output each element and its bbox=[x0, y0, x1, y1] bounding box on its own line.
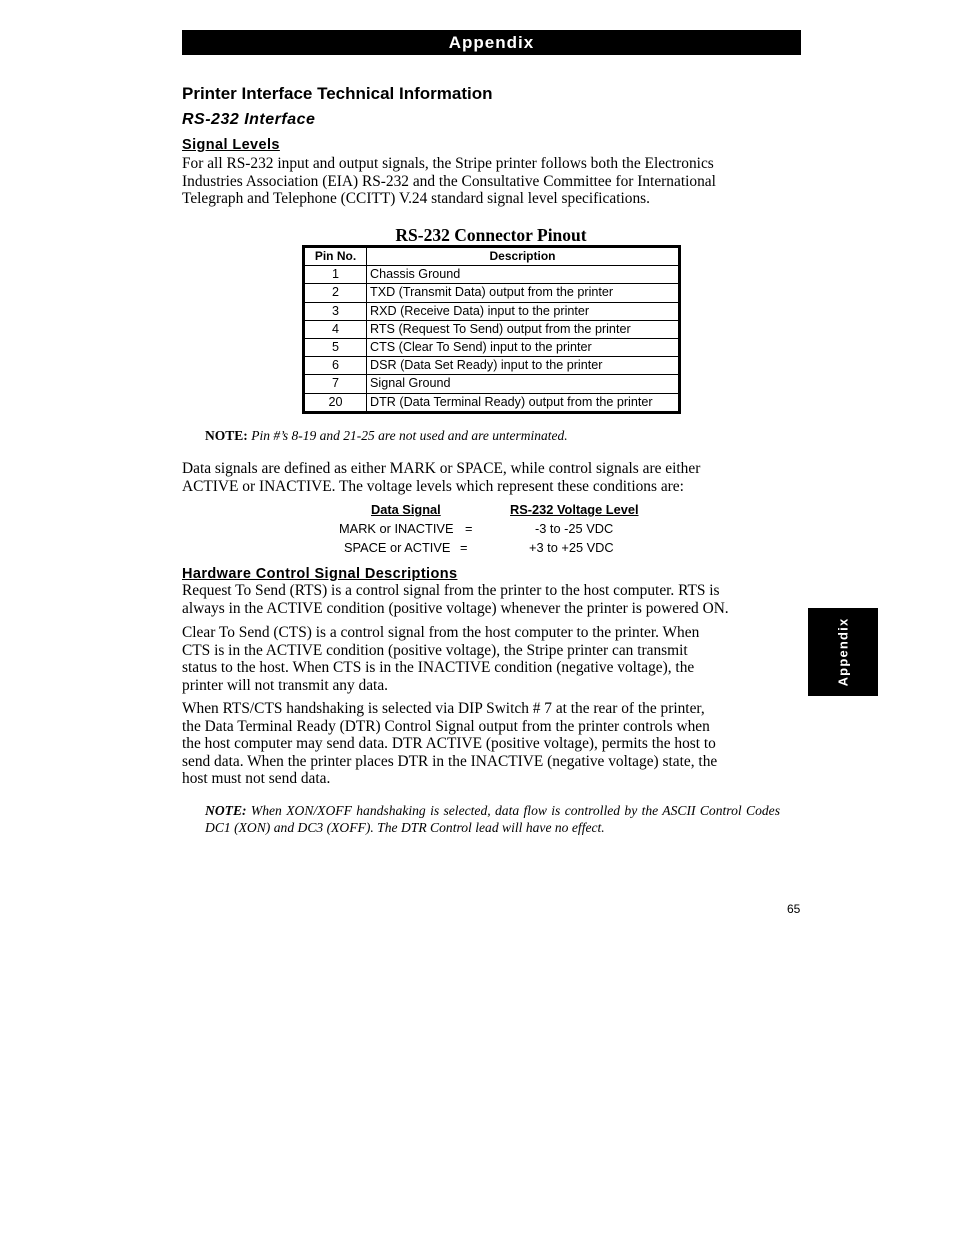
table-row bbox=[304, 284, 680, 302]
description-cell: RTS (Request To Send) output from the printer bbox=[367, 320, 680, 338]
paragraph-line: printer will not transmit any data. bbox=[182, 676, 389, 694]
description-cell: RXD (Receive Data) input to the printer bbox=[367, 302, 680, 320]
pin-cell: 2 bbox=[304, 284, 367, 302]
signal-levels-heading: Signal Levels bbox=[182, 137, 280, 153]
rts-paragraph bbox=[182, 582, 798, 617]
pin-cell: 6 bbox=[304, 357, 367, 375]
pin-note bbox=[205, 428, 568, 445]
table-header-row bbox=[304, 247, 680, 266]
page-number: 65 bbox=[787, 902, 801, 916]
signal-cell: SPACE or ACTIVE bbox=[344, 540, 451, 555]
pinout-table-title: RS-232 Connector Pinout bbox=[395, 225, 587, 245]
equals-cell: = bbox=[465, 521, 473, 536]
description-cell: DTR (Data Terminal Ready) output from the printer bbox=[367, 393, 680, 412]
paragraph-line: When RTS/CTS handshaking is selected via DIP Switch # 7 at the rear of the printer, bbox=[182, 700, 705, 717]
pin-cell: 7 bbox=[304, 375, 367, 393]
pin-cell: 4 bbox=[304, 320, 367, 338]
pin-cell: 3 bbox=[304, 302, 367, 320]
paragraph-line: always in the ACTIVE condition (positive voltage) whenever the printer is powered ON. bbox=[182, 599, 729, 617]
side-tab-label: Appendix bbox=[835, 617, 851, 687]
paragraph-line: host must not send data. bbox=[182, 770, 331, 788]
description-cell: Chassis Ground bbox=[367, 266, 680, 284]
note-label: NOTE: bbox=[205, 803, 247, 818]
table-row bbox=[304, 302, 680, 320]
paragraph-line: Clear To Send (CTS) is a control signal from the host computer to the printer. When bbox=[182, 624, 700, 641]
description-cell: CTS (Clear To Send) input to the printer bbox=[367, 338, 680, 356]
column-header-pin: Pin No. bbox=[304, 247, 367, 266]
section-subtitle: RS-232 Interface bbox=[182, 111, 316, 128]
column-header-description: Description bbox=[367, 247, 680, 266]
equals-cell: = bbox=[460, 540, 468, 555]
description-cell: DSR (Data Set Ready) input to the printer bbox=[367, 357, 680, 375]
note-text: Pin #’s 8-19 and 21-25 are not used and are unterminated. bbox=[251, 428, 568, 443]
paragraph-line: Telegraph and Telephone (CCITT) V.24 standard signal level specifications. bbox=[182, 190, 650, 208]
voltage-cell: -3 to -25 VDC bbox=[535, 521, 614, 536]
paragraph-line: the Data Terminal Ready (DTR) Control Signal output from the printer controls when bbox=[182, 717, 710, 735]
data-signals-paragraph bbox=[182, 460, 798, 495]
appendix-side-tab bbox=[808, 608, 878, 696]
header-title: Appendix bbox=[448, 33, 535, 52]
xon-xoff-note bbox=[205, 803, 780, 836]
section-title: Printer Interface Technical Information bbox=[182, 84, 493, 103]
signal-levels-paragraph bbox=[182, 155, 798, 208]
table-row bbox=[304, 393, 680, 412]
table-row bbox=[304, 357, 680, 375]
paragraph-line: ACTIVE or INACTIVE. The voltage levels which represent these conditions are: bbox=[182, 477, 684, 495]
header-bar bbox=[182, 30, 801, 55]
paragraph-line: Data signals are defined as either MARK or SPACE, while control signals are either bbox=[182, 460, 701, 477]
column-header-data-signal: Data Signal bbox=[371, 502, 441, 517]
table-row bbox=[304, 266, 680, 284]
note-label: NOTE: bbox=[205, 428, 248, 443]
paragraph-line: the host computer may send data. DTR ACTIVE (positive voltage), permits the host to bbox=[182, 735, 716, 753]
paragraph-line: Industries Association (EIA) RS-232 and the Consultative Committee for International bbox=[182, 172, 716, 190]
description-cell: Signal Ground bbox=[367, 375, 680, 393]
column-header-voltage-level: RS-232 Voltage Level bbox=[510, 502, 639, 517]
table-row bbox=[304, 375, 680, 393]
description-cell: TXD (Transmit Data) output from the printer bbox=[367, 284, 680, 302]
paragraph-line: CTS is in the ACTIVE condition (positive voltage), the Stripe printer can transmit bbox=[182, 641, 688, 659]
dtr-paragraph bbox=[182, 700, 798, 788]
pin-cell: 20 bbox=[304, 393, 367, 412]
cts-paragraph bbox=[182, 624, 798, 694]
table-row bbox=[304, 320, 680, 338]
paragraph-line: For all RS-232 input and output signals, the Stripe printer follows both the Electronics bbox=[182, 155, 714, 172]
pin-cell: 1 bbox=[304, 266, 367, 284]
note-text: When XON/XOFF handshaking is selected, data flow is controlled by the ASCII Control Codes DC1 (XON) and DC3 (XOFF). The DTR Control lead will have no effect. bbox=[205, 803, 780, 835]
paragraph-line: send data. When the printer places DTR in the INACTIVE (negative voltage) state, the bbox=[182, 752, 718, 770]
signal-cell: MARK or INACTIVE bbox=[339, 521, 454, 536]
voltage-cell: +3 to +25 VDC bbox=[529, 540, 614, 555]
paragraph-line: Request To Send (RTS) is a control signal from the printer to the host computer. RTS is bbox=[182, 582, 720, 599]
hardware-heading: Hardware Control Signal Descriptions bbox=[182, 566, 458, 582]
pinout-table bbox=[302, 245, 681, 414]
table-row bbox=[304, 338, 680, 356]
paragraph-line: status to the host. When CTS is in the INACTIVE condition (negative voltage), the bbox=[182, 659, 695, 677]
pin-cell: 5 bbox=[304, 338, 367, 356]
